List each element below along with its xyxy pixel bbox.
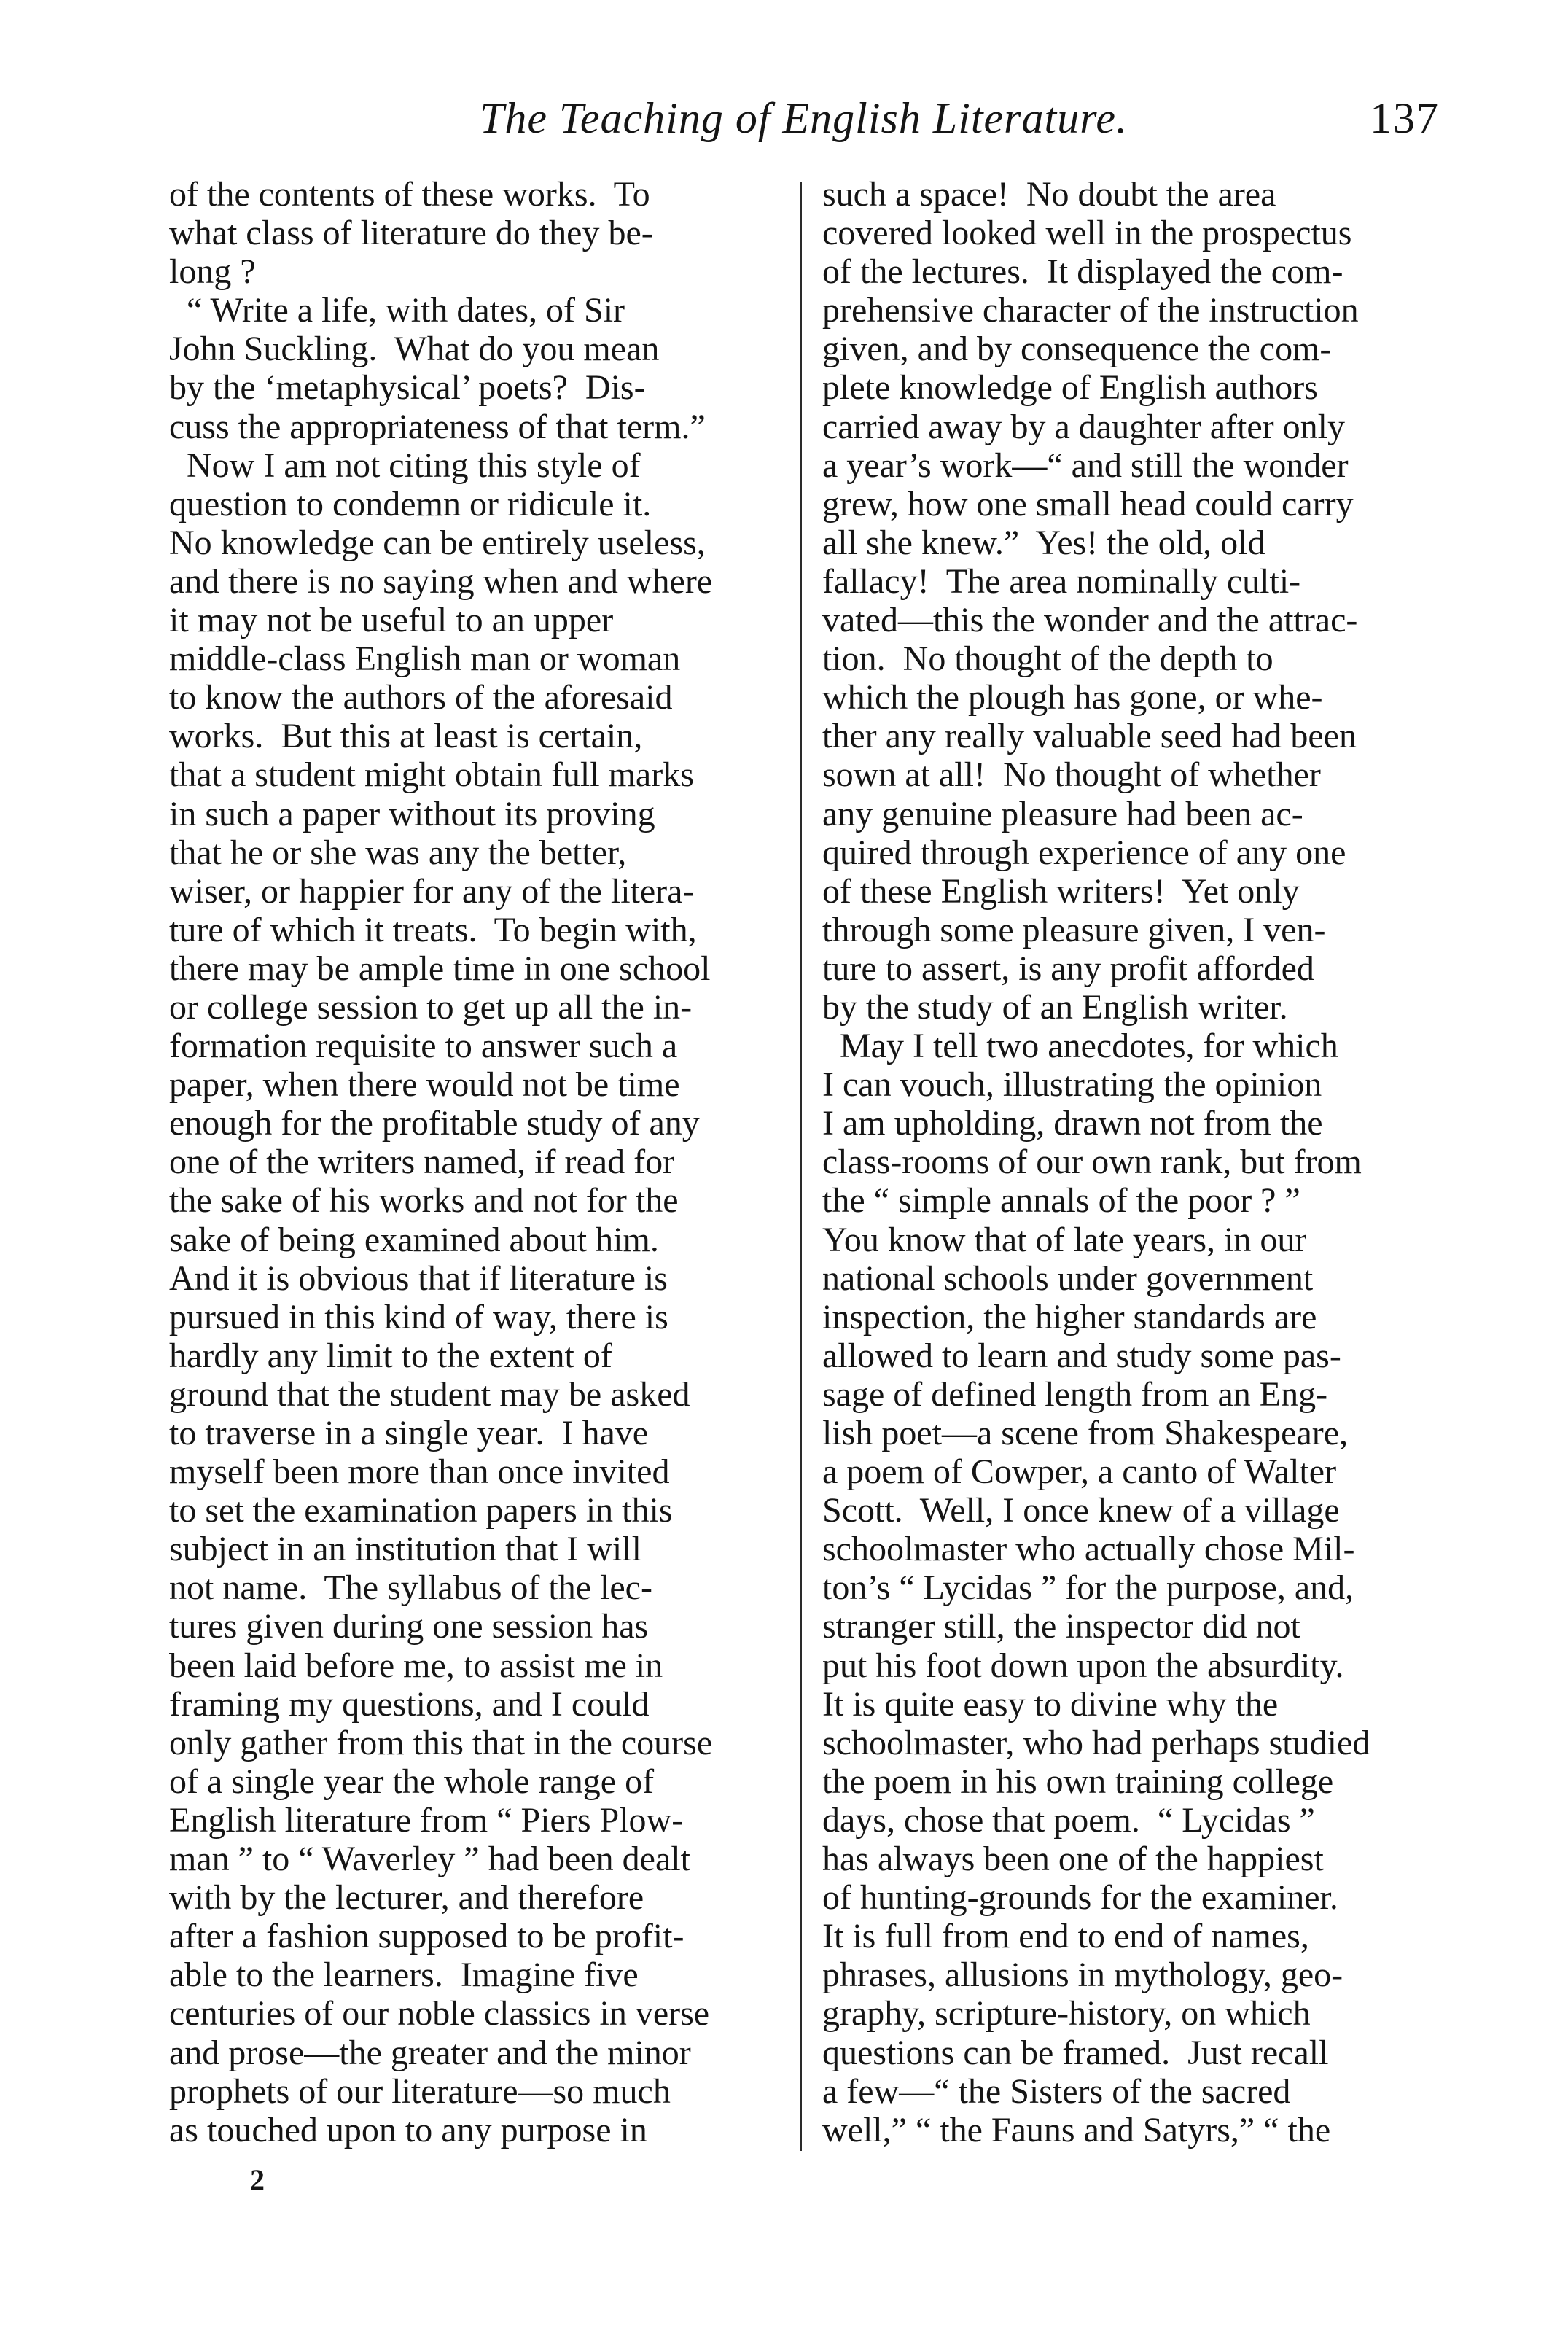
text-line: that a student might obtain full marks (169, 755, 694, 795)
text-line: lish poet—a scene from Shakespeare, (822, 1414, 1349, 1452)
text-line: only gather from this that in the course (169, 1723, 713, 1762)
text-line: able to the learners. Imagine five (169, 1956, 639, 1995)
text-line: as touched upon to any purpose in (169, 2110, 647, 2149)
text-line: grew, how one small head could carry (822, 484, 1354, 524)
text-line: schoolmaster who actually chose Mil- (822, 1530, 1355, 1569)
text-line: with by the lecturer, and therefore (169, 1878, 644, 1918)
text-line: schoolmaster, who had perhaps studied (822, 1723, 1370, 1762)
text-line: of hunting-grounds for the examiner. (822, 1878, 1338, 1918)
text-line: hardly any limit to the extent of (169, 1336, 612, 1375)
text-line: allowed to learn and study some pas- (822, 1336, 1341, 1375)
text-line: the “ simple annals of the poor ? ” (822, 1181, 1300, 1221)
text-line: It is quite easy to divine why the (822, 1684, 1279, 1724)
text-line: enough for the profitable study of any (169, 1104, 700, 1143)
text-line: May I tell two anecdotes, for which (822, 1027, 1338, 1066)
text-line: You know that of late years, in our (822, 1220, 1307, 1259)
text-line: long ? (169, 252, 256, 292)
text-line: prophets of our literature—so much (169, 2071, 671, 2111)
text-line: any genuine pleasure had been ac- (822, 794, 1303, 833)
text-line: graphy, scripture-history, on which (822, 1994, 1311, 2034)
text-line: centuries of our noble classics in verse (169, 1994, 710, 2034)
text-line: after a fashion supposed to be profit- (169, 1917, 684, 1956)
page-number: 137 (1370, 94, 1440, 142)
text-line: carried away by a daughter after only (822, 407, 1345, 446)
text-line: well,” “ the Fauns and Satyrs,” “ the (822, 2110, 1331, 2149)
text-line: stranger still, the inspector did not (822, 1607, 1300, 1646)
text-line: vated—this the wonder and the attrac- (822, 601, 1358, 640)
text-line: national schools under government (822, 1258, 1314, 1298)
text-line: given, and by consequence the com- (822, 330, 1332, 369)
text-line: sage of defined length from an Eng- (822, 1374, 1328, 1414)
text-line: myself been more than once invited (169, 1452, 670, 1492)
text-line: inspection, the higher standards are (822, 1297, 1317, 1336)
text-line: I am upholding, drawn not from the (822, 1104, 1323, 1143)
text-line: ture of which it treats. To begin with, (169, 910, 697, 949)
column-divider (800, 182, 802, 2151)
text-line: not name. The syllabus of the lec- (169, 1568, 652, 1608)
text-line: and prose—the greater and the minor (169, 2033, 691, 2072)
text-line: days, chose that poem. “ Lycidas ” (822, 1800, 1315, 1840)
text-line: been laid before me, to assist me in (169, 1646, 663, 1685)
text-line: covered looked well in the prospectus (822, 214, 1352, 253)
text-line: Now I am not citing this style of (169, 445, 641, 485)
text-line: ther any really valuable seed had been (822, 717, 1357, 756)
text-line: the poem in his own training college (822, 1762, 1334, 1801)
text-line: tion. No thought of the depth to (822, 639, 1273, 679)
text-line: English literature from “ Piers Plow- (169, 1800, 684, 1840)
text-line: a year’s work—“ and still the wonder (822, 445, 1349, 485)
text-line: middle-class English man or woman (169, 639, 681, 679)
text-line: sown at all! No thought of whether (822, 755, 1321, 795)
text-line: question to condemn or ridicule it. (169, 484, 652, 524)
text-line: of these English writers! Yet only (822, 871, 1300, 911)
text-line: that he or she was any the better, (169, 833, 627, 872)
text-line: class-rooms of our own rank, but from (822, 1143, 1362, 1182)
text-line: or college session to get up all the in- (169, 987, 693, 1027)
text-line: works. But this at least is certain, (169, 717, 643, 756)
text-line: it may not be useful to an upper (169, 601, 614, 640)
text-line: formation requisite to answer such a (169, 1027, 678, 1066)
text-line: one of the writers named, if read for (169, 1143, 675, 1182)
text-line: has always been one of the happiest (822, 1840, 1324, 1879)
text-line: a few—“ the Sisters of the sacred (822, 2071, 1291, 2111)
text-line: John Suckling. What do you mean (169, 330, 660, 369)
text-line: ton’s “ Lycidas ” for the purpose, and, (822, 1568, 1354, 1608)
text-line: “ Write a life, with dates, of Sir (169, 291, 625, 330)
text-line: of a single year the whole range of (169, 1762, 655, 1801)
text-line: of the contents of these works. To (169, 175, 650, 214)
text-line: No knowledge can be entirely useless, (169, 523, 706, 562)
text-line: plete knowledge of English authors (822, 368, 1318, 408)
text-line: by the ‘metaphysical’ poets? Dis- (169, 368, 646, 408)
text-line: Scott. Well, I once knew of a village (822, 1491, 1340, 1530)
text-line: ture to assert, is any profit afforded (822, 949, 1314, 988)
text-line: cuss the appropriateness of that term.” (169, 407, 706, 446)
text-line: to traverse in a single year. I have (169, 1414, 649, 1452)
text-line: I can vouch, illustrating the opinion (822, 1065, 1322, 1105)
text-line: questions can be framed. Just recall (822, 2033, 1329, 2072)
text-line: the sake of his works and not for the (169, 1181, 679, 1221)
page-header (168, 93, 1440, 152)
text-line: put his foot down upon the absurdity. (822, 1646, 1344, 1685)
text-line: which the plough has gone, or whe- (822, 678, 1323, 717)
text-line: to know the authors of the aforesaid (169, 678, 673, 717)
text-line: subject in an institution that I will (169, 1530, 641, 1569)
text-line: by the study of an English writer. (822, 987, 1288, 1027)
text-line: sake of being examined about him. (169, 1220, 659, 1259)
text-line: prehensive character of the instruction (822, 291, 1359, 330)
signature-mark: 2 (250, 2163, 265, 2196)
text-line: to set the examination papers in this (169, 1491, 673, 1530)
text-line: ground that the student may be asked (169, 1374, 690, 1414)
text-line: pursued in this kind of way, there is (169, 1297, 668, 1336)
text-line: in such a paper without its proving (169, 794, 655, 833)
text-line: It is full from end to end of names, (822, 1917, 1309, 1956)
text-line: paper, when there would not be time (169, 1065, 680, 1105)
text-line: framing my questions, and I could (169, 1684, 650, 1724)
text-line: all she knew.” Yes! the old, old (822, 523, 1265, 562)
text-line: wiser, or happier for any of the litera- (169, 871, 695, 911)
text-line: what class of literature do they be- (169, 214, 653, 253)
text-line: and there is no saying when and where (169, 561, 713, 601)
running-title: The Teaching of English Literature. (480, 94, 1128, 142)
text-line: through some pleasure given, I ven- (822, 910, 1326, 949)
text-line: quired through experience of any one (822, 833, 1346, 872)
text-line: And it is obvious that if literature is (169, 1258, 668, 1298)
text-line: of the lectures. It displayed the com- (822, 252, 1343, 292)
text-line: phrases, allusions in mythology, geo- (822, 1956, 1343, 1995)
text-line: there may be ample time in one school (169, 949, 711, 988)
text-line: fallacy! The area nominally culti- (822, 561, 1301, 601)
text-line: a poem of Cowper, a canto of Walter (822, 1452, 1337, 1492)
text-line: such a space! No doubt the area (822, 175, 1276, 214)
left-text-column (169, 175, 781, 2149)
text-line: man ” to “ Waverley ” had been dealt (169, 1840, 690, 1879)
text-line: tures given during one session has (169, 1607, 649, 1646)
right-text-column (822, 175, 1442, 2149)
